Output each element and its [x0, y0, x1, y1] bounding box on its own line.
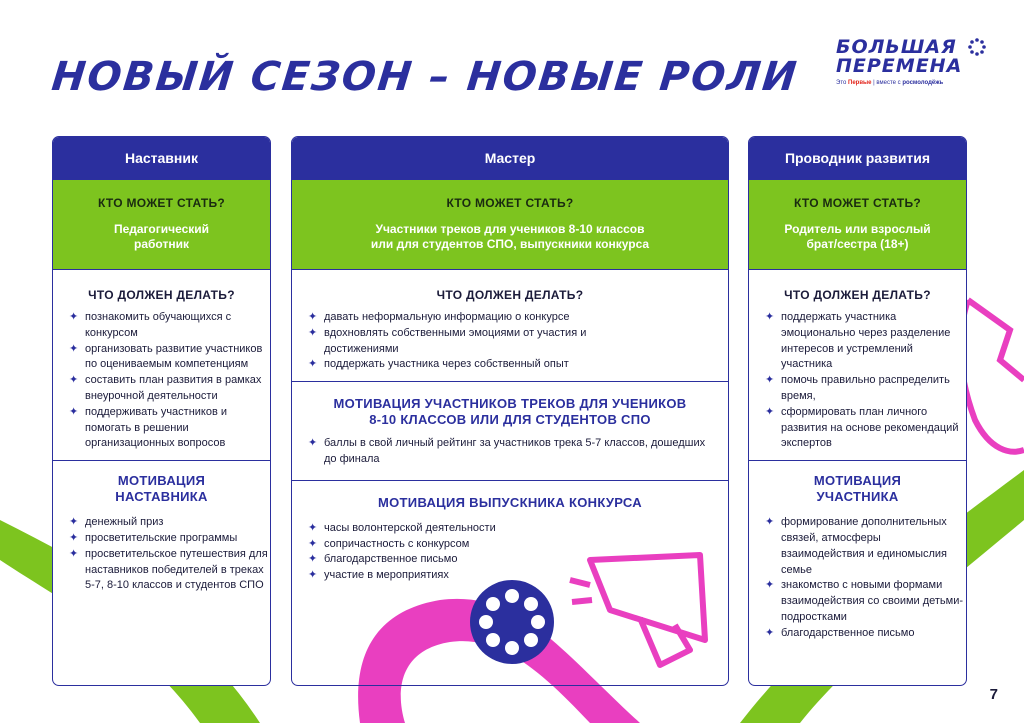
list-item: ✦ благодарственное письмо — [765, 626, 966, 642]
list-item: ✦ благодарственное письмо — [308, 552, 728, 568]
list-item: ✦ часы волонтерской деятельности — [308, 521, 728, 537]
list-item: ✦ сформировать план личного развития на основе рекомендаций экспертов — [765, 405, 966, 452]
list-item: ✦ познакомить обучающихся с конкурсом — [69, 310, 270, 342]
duties-title: ЧТО ДОЛЖЕН ДЕЛАТЬ? — [88, 288, 235, 302]
motivation-list — [749, 515, 966, 641]
motivation-list — [292, 436, 728, 468]
page-title: НОВЫЙ СЕЗОН – НОВЫЕ РОЛИ — [49, 54, 801, 100]
column-header: Проводник развития — [749, 137, 966, 180]
duties-title: ЧТО ДОЛЖЕН ДЕЛАТЬ? — [784, 288, 931, 302]
list-item: ✦ баллы в свой личный рейтинг за участников трека 5-7 классов, дошедших до финала — [308, 436, 728, 468]
list-item: ✦ денежный приз — [69, 515, 270, 531]
who-question: КТО МОЖЕТ СТАТЬ? — [446, 196, 574, 210]
list-item: ✦ просветительские программы — [69, 531, 270, 547]
motivation-title: МОТИВАЦИЯ УЧАСТНИКА — [813, 473, 902, 505]
list-item: ✦ сопричастность с конкурсом — [308, 537, 728, 553]
logo — [836, 38, 986, 108]
list-item: ✦ организовать развитие участников по оцениваемым компетенциям — [69, 342, 270, 374]
column-development-guide — [748, 136, 967, 686]
pink-outline-right — [961, 300, 1024, 452]
list-item: ✦ давать неформальную информацию о конкурсе — [308, 310, 728, 326]
who-can-block — [749, 180, 966, 270]
logo-line-1: БОЛЬШАЯ — [836, 36, 957, 58]
list-item: ✦ просветительское путешествия для наставников победителей в треках 5-7, 8-10 классов и студентов СПО — [69, 547, 270, 594]
motivation-title: МОТИВАЦИЯ НАСТАВНИКА — [115, 473, 208, 505]
who-can-block — [292, 180, 728, 270]
who-answer: Родитель или взрослый брат/сестра (18+) — [784, 222, 931, 251]
who-question: КТО МОЖЕТ СТАТЬ? — [793, 196, 922, 210]
list-item: ✦ поддержать участника эмоционально через разделение интересов и устремлений участника — [765, 310, 966, 373]
list-item: ✦ знакомство с новыми формами взаимодействия со своими детьми-подростками — [765, 578, 966, 625]
list-item: ✦ формирование дополнительных связей, атмосферы взаимодействия и единомыслия семье — [765, 515, 966, 578]
duties-title: ЧТО ДОЛЖЕН ДЕЛАТЬ? — [436, 288, 584, 302]
motivation-title: МОТИВАЦИЯ УЧАСТНИКОВ ТРЕКОВ ДЛЯ УЧЕНИКОВ 8-10 КЛАССОВ ИЛИ ДЛЯ СТУДЕНТОВ СПО — [333, 396, 687, 428]
who-answer: Участники треков для учеников 8-10 классов или для студентов СПО, выпускники конкурса — [370, 222, 650, 251]
who-question: КТО МОЖЕТ СТАТЬ? — [97, 196, 226, 210]
logo-dots-icon — [968, 38, 986, 56]
who-answer: Педагогический работник — [113, 222, 210, 251]
column-header: Наставник — [53, 137, 270, 180]
column-mentor — [52, 136, 271, 686]
list-item: ✦ участие в мероприятиях — [308, 568, 728, 584]
logo-subtitle: Это Первые | вместе с росмолодёжь — [836, 80, 944, 86]
list-item: ✦ вдохновлять собственными эмоциями от участия и достижениями — [308, 326, 728, 358]
list-item: ✦ помочь правильно распределить время, — [765, 373, 966, 405]
column-master — [291, 136, 729, 686]
who-can-block — [53, 180, 270, 270]
page-number: 7 — [989, 686, 998, 703]
duties-list — [53, 310, 270, 452]
duties-list — [749, 310, 966, 452]
list-item: ✦ поддержать участника через собственный опыт — [308, 357, 728, 373]
duties-list — [292, 310, 728, 373]
logo-line-2: ПЕРЕМЕНА — [836, 55, 963, 77]
graduate-motivation-list — [292, 521, 728, 584]
graduate-motivation-title: МОТИВАЦИЯ ВЫПУСКНИКА КОНКУРСА — [378, 494, 642, 510]
list-item: ✦ поддерживать участников и помогать в решении организационных вопросов — [69, 405, 270, 452]
motivation-list — [53, 515, 270, 594]
list-item: ✦ составить план развития в рамках внеурочной деятельности — [69, 373, 270, 405]
column-header: Мастер — [292, 137, 728, 180]
